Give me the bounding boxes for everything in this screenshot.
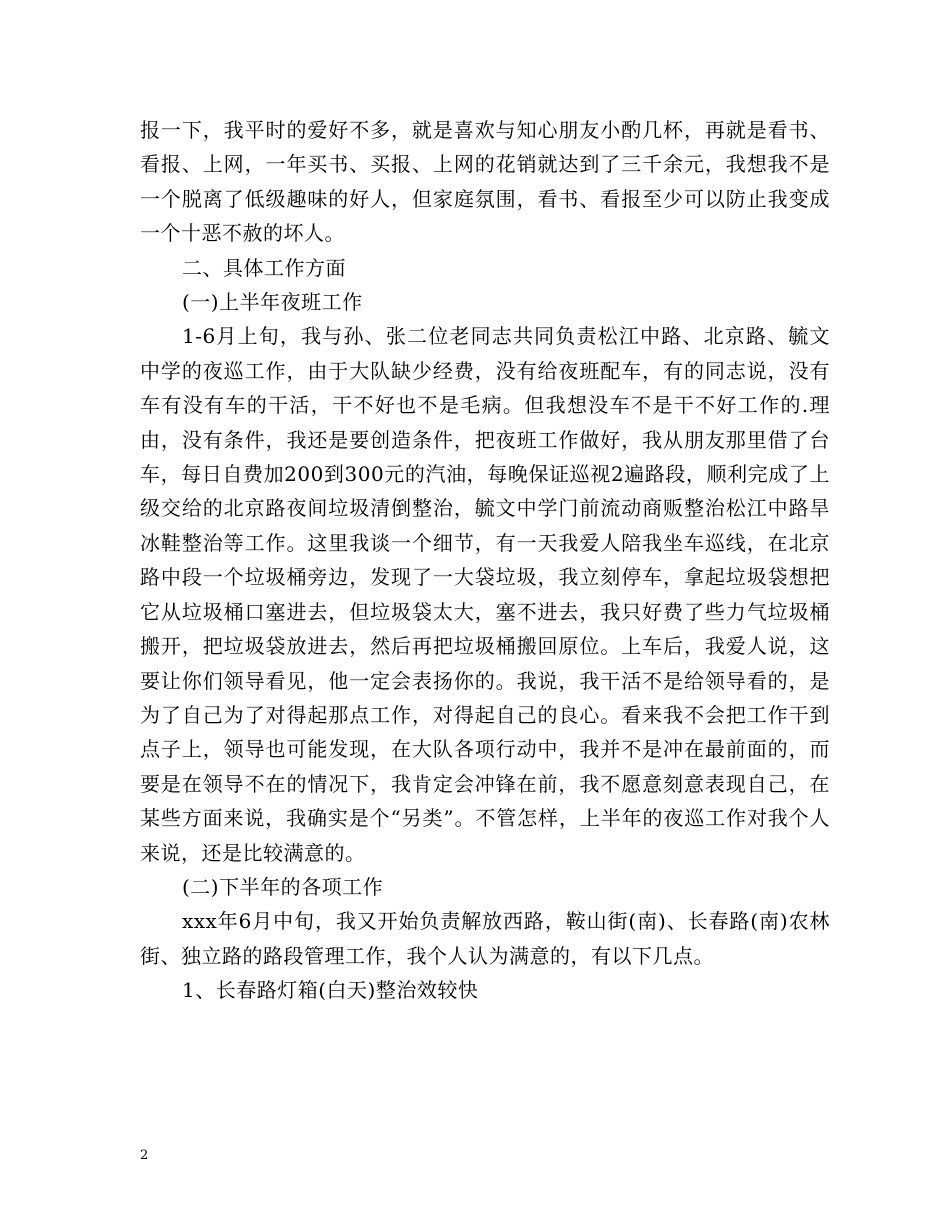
item-changchun-road-lightbox: 1、长春路灯箱(白天)整治效较快 [182, 978, 479, 1003]
page-number: 2 [140, 1148, 149, 1163]
paragraph-continued: 报一下，我平时的爱好不多，就是喜欢与知心朋友小酌几杯，再就是看书、看报、上网，一年买书、买报、上网的花销就达到了三千余元，我想我不是一个脱离了低级趣味的好人，但家庭氛围，看书、看报至少可以防止我变成一个十恶不赦的坏人。 [140, 118, 830, 246]
document-body [140, 113, 830, 1008]
subheading-first-half-night-shift: (一)上半年夜班工作 [182, 290, 363, 315]
section-heading-work: 二、具体工作方面 [182, 255, 346, 280]
subheading-second-half-work: (二)下半年的各项工作 [182, 874, 384, 899]
paragraph-road-management: xxx年6月中旬，我又开始负责解放西路，鞍山街(南)、长春路(南)农林街、独立路的路段管理工作，我个人认为满意的，有以下几点。 [140, 909, 830, 968]
paragraph-night-patrol: 1-6月上旬，我与孙、张二位老同志共同负责松江中路、北京路、毓文中学的夜巡工作，由于大队缺少经费，没有给夜班配车，有的同志说，没有车有没有车的干活，干不好也不是毛病。但我想没车不是干不好工作的.理由，没有条件，我还是要创造条件，把夜班工作做好，我从朋友那里借了台车，每日自费加200到300元的汽油，每晚保证巡视2遍路段，顺利完成了上级交给的北京路夜间垃圾清倒整治，毓文中学门前流动商贩整治松江中路旱冰鞋整治等工作。这里我谈一个细节，有一天我爱人陪我坐车巡线，在北京路中段一个垃圾桶旁边，发现了一大袋垃圾，我立刻停车，拿起垃圾袋想把它从垃圾桶口塞进去，但垃圾袋太大，塞不进去，我只好费了些力气垃圾桶搬开，把垃圾袋放进去，然后再把垃圾桶搬回原位。上车后，我爱人说，这要让你们领导看见，他一定会表扬你的。我说，我干活不是给领导看的，是为了自己为了对得起那点工作，对得起自己的良心。看来我不会把工作干到点子上，领导也可能发现，在大队各项行动中，我并不是冲在最前面的，而要是在领导不在的情况下，我肯定会冲锋在前，我不愿意刻意表现自己，在某些方面来说，我确实是个“另类”。不管怎样，上半年的夜巡工作对我个人来说，还是比较满意的。 [140, 324, 830, 865]
